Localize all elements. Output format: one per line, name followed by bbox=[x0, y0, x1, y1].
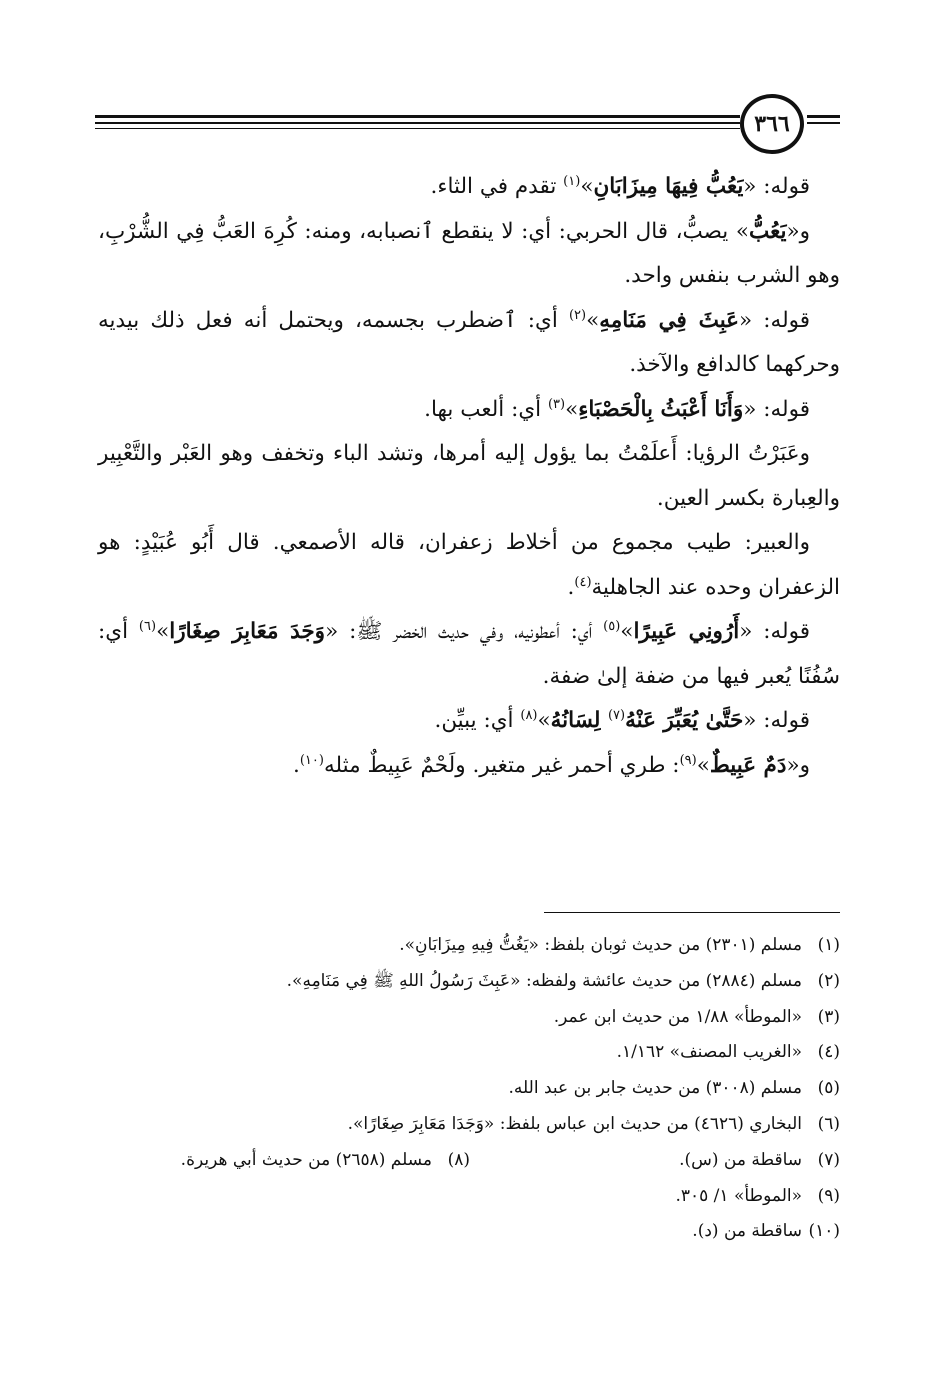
footnote-number: (٧) bbox=[817, 1149, 840, 1170]
text: قوله: « bbox=[743, 174, 810, 199]
footnote bbox=[98, 1035, 840, 1071]
footnote bbox=[100, 1143, 470, 1179]
footnote-marker: (٢) bbox=[568, 307, 587, 323]
footnote-number: (٢) bbox=[817, 970, 840, 991]
footnote-number: (٩) bbox=[817, 1185, 840, 1206]
footnote bbox=[98, 1107, 840, 1143]
header-rule bbox=[95, 128, 740, 129]
footnote-number: (١) bbox=[817, 935, 840, 955]
footnote-marker: (٣) bbox=[547, 396, 566, 412]
text: : طري أحمر غير متغير. ولَحْمٌ عَبِيطٌ مثله bbox=[323, 752, 680, 778]
text: . bbox=[567, 574, 575, 600]
page-header bbox=[95, 94, 840, 164]
text: » bbox=[580, 174, 594, 199]
paragraph bbox=[98, 521, 840, 610]
text: » bbox=[620, 619, 634, 644]
text: أي: أعطونيه، وفي حديث الخضر ﷺ: « bbox=[325, 619, 604, 644]
quoted-term: وَجَدَ مَعَابِرَ صِغَارًا bbox=[169, 619, 326, 644]
footnote-marker: (٥) bbox=[603, 618, 621, 634]
footnote-text: «الموطأ» ١/ ٣٠٥. bbox=[675, 1185, 802, 1206]
footnotes bbox=[98, 928, 840, 1250]
paragraph bbox=[98, 299, 840, 388]
footnote-text: ساقطة من (د). bbox=[692, 1221, 802, 1242]
quoted-term: حَتَّىٰ يُعَبِّرَ عَنْهُ bbox=[625, 708, 744, 733]
text: قوله: « bbox=[743, 708, 810, 733]
footnote-marker: (١٠) bbox=[299, 752, 324, 768]
main-text bbox=[98, 165, 840, 788]
text: » bbox=[565, 396, 579, 422]
footnote-separator bbox=[544, 912, 840, 913]
footnote-text: مسلم (٣٠٠٨) من حديث جابر بن عبد الله. bbox=[508, 1078, 802, 1099]
footnote-number: (٦) bbox=[817, 1113, 840, 1134]
text: » bbox=[586, 307, 600, 333]
text: قوله: « bbox=[739, 307, 810, 333]
paragraph bbox=[98, 210, 840, 299]
text: أي: سُفُنًا يُعبر فيها من ضفة إلىٰ ضفة. bbox=[98, 619, 840, 689]
text: والعبير: طيب مجموع من أخلاط زعفران، قاله الأصمعي. قال أَبُو عُبَيْدٍ: هو الزعفران وحده عند الجاهلية bbox=[98, 530, 840, 600]
footnote-text: البخاري (٤٦٢٦) من حديث ابن عباس بلفظ: «وَجَدَا مَعَابِرَ صِغَارًا». bbox=[347, 1113, 802, 1134]
footnote-text: «الغريب المصنف» ١/١٦٢. bbox=[616, 1042, 802, 1063]
footnote-number: (٥) bbox=[817, 1078, 840, 1099]
paragraph bbox=[98, 610, 840, 699]
header-rule-tail bbox=[807, 115, 840, 118]
footnote-number: (٨) bbox=[447, 1149, 470, 1170]
text: » يصبُّ، قال الحربي: أي: لا ينقطع ٱنصبابه، ومنه: كُرِهَ العَبُّ فِي الشُّرْبِ، وهو الشرب بنفس واحد. bbox=[98, 218, 840, 288]
footnote-text: ساقطة من (س). bbox=[679, 1149, 802, 1170]
footnote-marker: (٦) bbox=[138, 618, 157, 634]
quoted-term: عَبِثَ فِي مَنَامِهِ bbox=[599, 307, 740, 333]
footnote-marker: (٩) bbox=[679, 752, 697, 768]
header-rule-tail bbox=[807, 122, 840, 124]
paragraph bbox=[98, 744, 840, 789]
quoted-term: أَرُونِي عَبِيرًا bbox=[633, 619, 740, 644]
footnote bbox=[98, 964, 840, 1000]
paragraph bbox=[98, 699, 840, 744]
footnote-marker: (١) bbox=[563, 173, 581, 189]
footnote bbox=[98, 1214, 840, 1250]
footnote-number: (١٠) bbox=[808, 1221, 840, 1242]
footnote-marker: (٤) bbox=[574, 574, 592, 590]
paragraph bbox=[98, 388, 840, 433]
footnote-marker: (٧) bbox=[607, 707, 626, 723]
text: » bbox=[537, 708, 551, 733]
quoted-term: وَأَنَا أَعْبَثُ بِالْحَصْبَاءِ bbox=[578, 396, 744, 422]
text: و« bbox=[786, 218, 810, 244]
footnote-marker: (٨) bbox=[520, 707, 538, 723]
quoted-term: يَعُبُّ فِيهَا مِيزَابَانِ bbox=[593, 174, 744, 199]
footnote-number: (٣) bbox=[817, 1006, 840, 1027]
text: . bbox=[293, 752, 300, 778]
quoted-term: يَعُبُّ bbox=[748, 218, 787, 244]
paragraph bbox=[98, 165, 840, 210]
quoted-term: لِسَانُهُ bbox=[550, 708, 608, 733]
footnote-text: «الموطأ» ١/٨٨ من حديث ابن عمر. bbox=[553, 1006, 802, 1027]
footnote-text: مسلم (٢٨٨٤) من حديث عائشة ولفظه: «عَبِثَ رَسُولُ اللهِ ﷺ فِي مَنَامِهِ». bbox=[286, 970, 802, 991]
footnote bbox=[98, 928, 840, 964]
page-number-badge bbox=[740, 94, 804, 154]
quoted-term: دَمٌ عَبِيطٌ bbox=[709, 752, 787, 778]
footnote-pair bbox=[98, 1143, 840, 1179]
header-rule bbox=[95, 122, 740, 124]
paragraph: وعَبَرْتُ الرؤيا: أَعلَمْتُ بما يؤول إليه أمرها، وتشد الباء وتخفف وهو العَبْر والتَّعْبِير والعِبارة بكسر العين. bbox=[98, 441, 840, 511]
text: » bbox=[156, 619, 170, 644]
text: و« bbox=[786, 752, 810, 778]
text: تقدم في الثاء. bbox=[430, 174, 564, 199]
footnote bbox=[470, 1143, 840, 1179]
footnote bbox=[98, 1000, 840, 1036]
text: قوله: « bbox=[743, 396, 810, 422]
footnote-text: مسلم (٢٦٥٨) من حديث أبي هريرة. bbox=[180, 1149, 432, 1170]
text: أي: يبيِّن. bbox=[434, 708, 521, 733]
footnote-text: مسلم (٢٣٠١) من حديث ثوبان بلفظ: «يَغُتُّ فِيهِ مِيزَابَانِ». bbox=[399, 935, 802, 955]
page-number: ٣٦٦ bbox=[754, 111, 790, 137]
text: أي: ألعب بها. bbox=[424, 396, 548, 422]
footnote bbox=[98, 1071, 840, 1107]
header-rule bbox=[95, 115, 740, 118]
text: أي: ٱضطرب بجسمه، ويحتمل أنه فعل ذلك بيديه وحركهما كالدافع والآخذ. bbox=[98, 307, 840, 377]
footnote bbox=[98, 1179, 840, 1215]
text: قوله: « bbox=[739, 619, 810, 644]
footnote-number: (٤) bbox=[817, 1042, 840, 1063]
text: » bbox=[696, 752, 710, 778]
